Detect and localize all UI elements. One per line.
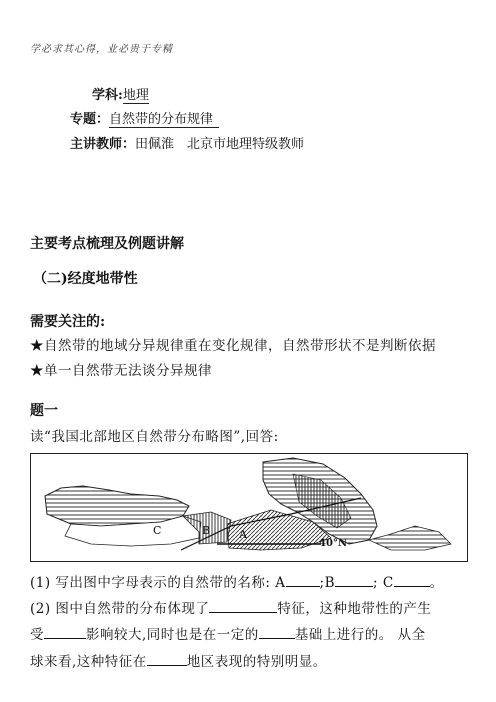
- q2-line-3: [30, 650, 327, 670]
- q1-text: (1) 写出图中字母表示的自然带的名称:: [30, 575, 271, 591]
- header-note: 学必求其心得，业必贵于专精: [30, 44, 173, 55]
- subject-label: 学科:: [92, 88, 123, 103]
- q1-end: 。: [429, 575, 444, 591]
- zone-map: [30, 453, 468, 562]
- q1-b-label: ;B: [319, 575, 335, 591]
- q1-blank-b[interactable]: [335, 574, 373, 587]
- question-title: 题一: [30, 403, 58, 419]
- q2-part4: 影响较大,同时也是在一定的: [86, 627, 259, 643]
- q2-blank-3[interactable]: [259, 626, 295, 639]
- label-b: B: [202, 524, 211, 537]
- q2-part5: 基础上进行的。 从全: [294, 627, 426, 643]
- q2-part7: 地区表现的特别明显。: [186, 654, 327, 670]
- question-prompt: 读“我国北部地区自然带分布略图”,回答:: [30, 429, 279, 445]
- east-coast: [369, 526, 451, 550]
- zone-map-svg: [31, 454, 467, 561]
- point-2: ★单一自然带无法谈分异规律: [30, 363, 212, 379]
- sub-heading: （二)经度地带性: [33, 271, 138, 287]
- subject-line: [92, 84, 149, 103]
- topic-line: [70, 108, 219, 127]
- teacher-value: 田佩淮 北京市地理特级教师: [135, 137, 305, 152]
- attention-heading: 需要关注的:: [30, 314, 106, 330]
- q1-line: [30, 571, 444, 591]
- q1-c-label: ; C: [373, 575, 394, 591]
- q1-blank-a[interactable]: [286, 574, 320, 587]
- q2-line-1: [30, 597, 431, 617]
- q2-blank-1[interactable]: [209, 600, 277, 613]
- q2-blank-4[interactable]: [147, 653, 187, 666]
- q2-part1: (2) 图中自然带的分布体现了: [30, 601, 210, 617]
- teacher-label: 主讲教师：: [70, 137, 136, 152]
- main-heading: 主要考点梳理及例题讲解: [30, 236, 184, 252]
- q1-a-label: A: [275, 575, 286, 591]
- q2-line-2: [30, 623, 426, 643]
- topic-value: 自然带的分布规律: [109, 112, 219, 128]
- q1-blank-c[interactable]: [394, 574, 430, 587]
- q2-blank-2[interactable]: [44, 626, 86, 639]
- q2-part2: 特征，这种地带性的产生: [277, 601, 432, 617]
- topic-label: 专题：: [70, 112, 110, 127]
- label-c: C: [153, 524, 162, 537]
- q2-part6: 球来看,这种特征在: [30, 654, 147, 670]
- q2-part3: 受: [30, 627, 44, 643]
- label-lat-40n: 40°N: [319, 538, 348, 549]
- point-1: ★自然带的地域分异规律重在变化规律，自然带形状不是判断依据: [30, 338, 436, 354]
- label-a: A: [239, 528, 247, 541]
- subject-value: 地理: [122, 88, 149, 103]
- teacher-line: [70, 133, 304, 152]
